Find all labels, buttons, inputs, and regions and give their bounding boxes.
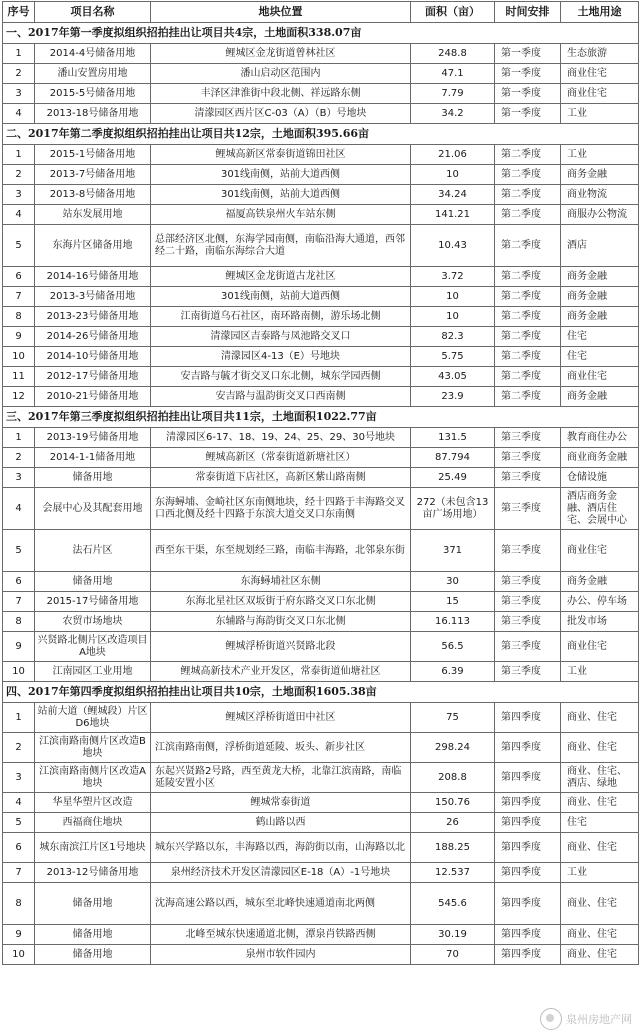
row-use: 办公、停车场 xyxy=(561,592,639,612)
row-area: 545.6 xyxy=(411,883,495,925)
row-use: 商务金融 xyxy=(561,165,639,185)
row-no: 3 xyxy=(3,185,35,205)
row-location: 清濛园区西片区C-03（A）（B）号地块 xyxy=(151,104,411,124)
row-location: 鹤山路以西 xyxy=(151,813,411,833)
row-area: 87.794 xyxy=(411,448,495,468)
row-use: 商业住宅 xyxy=(561,84,639,104)
row-use: 商业住宅 xyxy=(561,64,639,84)
row-name: 2015-1号储备用地 xyxy=(35,145,151,165)
row-no: 9 xyxy=(3,925,35,945)
row-area: 75 xyxy=(411,703,495,733)
section-header-1 xyxy=(3,23,639,44)
row-use: 住宅 xyxy=(561,347,639,367)
row-area: 10 xyxy=(411,165,495,185)
table-row xyxy=(3,763,639,793)
row-time: 第四季度 xyxy=(495,883,561,925)
row-area: 7.79 xyxy=(411,84,495,104)
row-no: 3 xyxy=(3,763,35,793)
row-use: 工业 xyxy=(561,662,639,682)
table-row xyxy=(3,530,639,572)
row-area: 188.25 xyxy=(411,833,495,863)
row-time: 第四季度 xyxy=(495,945,561,965)
section-header-3 xyxy=(3,407,639,428)
row-no: 1 xyxy=(3,428,35,448)
row-location: 福厦高铁泉州火车站东侧 xyxy=(151,205,411,225)
row-location: 鲤城浮桥街道兴贤路北段 xyxy=(151,632,411,662)
watermark-logo-icon xyxy=(540,1008,562,1030)
row-area: 15 xyxy=(411,592,495,612)
row-location: 泉州市软件园内 xyxy=(151,945,411,965)
row-name: 站前大道（鲤城段）片区D6地块 xyxy=(35,703,151,733)
row-time: 第二季度 xyxy=(495,267,561,287)
row-location: 东海蟳埔、金崎社区东南侧地块，经十四路于丰海路交叉口西北侧及经十四路于东滨大道交叉口东南侧 xyxy=(151,488,411,530)
table-body xyxy=(3,23,639,965)
row-name: 储备用地 xyxy=(35,925,151,945)
row-no: 4 xyxy=(3,793,35,813)
row-use: 商务金融 xyxy=(561,387,639,407)
table-row xyxy=(3,267,639,287)
header-use: 土地用途 xyxy=(561,2,639,23)
row-location: 鲤城高新区常泰街道锦田社区 xyxy=(151,145,411,165)
row-name: 2013-12号储备用地 xyxy=(35,863,151,883)
row-use: 商务金融 xyxy=(561,572,639,592)
row-location: 清濛园区4-13（E）号地块 xyxy=(151,347,411,367)
row-area: 12.537 xyxy=(411,863,495,883)
row-no: 8 xyxy=(3,883,35,925)
row-use: 商业、住宅 xyxy=(561,883,639,925)
row-name: 储备用地 xyxy=(35,468,151,488)
row-name: 东海片区储备用地 xyxy=(35,225,151,267)
section-title: 三、2017年第三季度拟组织招拍挂出让项目共11宗，土地面积1022.77亩 xyxy=(3,407,639,428)
row-use: 商业、住宅 xyxy=(561,945,639,965)
row-location: 鲤城常泰街道 xyxy=(151,793,411,813)
row-area: 34.24 xyxy=(411,185,495,205)
row-name: 兴贤路北侧片区改造项目A地块 xyxy=(35,632,151,662)
row-time: 第二季度 xyxy=(495,347,561,367)
row-area: 131.5 xyxy=(411,428,495,448)
row-name: 储备用地 xyxy=(35,572,151,592)
row-use: 批发市场 xyxy=(561,612,639,632)
row-location: 301线南侧，站前大道西侧 xyxy=(151,185,411,205)
row-time: 第四季度 xyxy=(495,733,561,763)
row-use: 商业商务金融 xyxy=(561,448,639,468)
row-use: 商业住宅 xyxy=(561,530,639,572)
header-time: 时间安排 xyxy=(495,2,561,23)
row-name: 2013-8号储备用地 xyxy=(35,185,151,205)
row-location: 丰泽区津淮街中段北侧、祥远路东侧 xyxy=(151,84,411,104)
row-location: 301线南侧，站前大道西侧 xyxy=(151,287,411,307)
row-location: 东起兴贤路2号路，西至黄龙大桥，北靠江滨南路，南临延陵安置小区 xyxy=(151,763,411,793)
row-use: 商业、住宅 xyxy=(561,925,639,945)
row-use: 商业住宅 xyxy=(561,367,639,387)
header-area: 面积（亩） xyxy=(411,2,495,23)
row-name: 2014-10号储备用地 xyxy=(35,347,151,367)
row-area: 56.5 xyxy=(411,632,495,662)
row-name: 2015-17号储备用地 xyxy=(35,592,151,612)
row-time: 第二季度 xyxy=(495,327,561,347)
row-no: 8 xyxy=(3,612,35,632)
row-time: 第三季度 xyxy=(495,468,561,488)
row-time: 第三季度 xyxy=(495,530,561,572)
table-row xyxy=(3,287,639,307)
section-header-2 xyxy=(3,124,639,145)
row-no: 7 xyxy=(3,863,35,883)
table-row xyxy=(3,327,639,347)
table-row xyxy=(3,662,639,682)
row-use: 商业、住宅 xyxy=(561,793,639,813)
row-use: 生态旅游 xyxy=(561,44,639,64)
row-time: 第二季度 xyxy=(495,165,561,185)
table-header-row xyxy=(3,2,639,23)
row-time: 第一季度 xyxy=(495,44,561,64)
row-area: 10 xyxy=(411,287,495,307)
row-time: 第三季度 xyxy=(495,448,561,468)
row-name: 2014-4号储备用地 xyxy=(35,44,151,64)
table-row xyxy=(3,347,639,367)
table-row xyxy=(3,793,639,813)
row-area: 298.24 xyxy=(411,733,495,763)
row-time: 第四季度 xyxy=(495,813,561,833)
row-no: 7 xyxy=(3,287,35,307)
row-time: 第四季度 xyxy=(495,925,561,945)
row-no: 12 xyxy=(3,387,35,407)
table-row xyxy=(3,612,639,632)
row-no: 11 xyxy=(3,367,35,387)
row-location: 安吉路与毓才街交叉口东北侧，城东学园西侧 xyxy=(151,367,411,387)
row-no: 1 xyxy=(3,703,35,733)
row-location: 东海蟳埔社区东侧 xyxy=(151,572,411,592)
row-no: 10 xyxy=(3,945,35,965)
row-location: 安吉路与温韵街交叉口西南侧 xyxy=(151,387,411,407)
row-time: 第三季度 xyxy=(495,612,561,632)
row-use: 商业、住宅 xyxy=(561,833,639,863)
table-row xyxy=(3,104,639,124)
section-title: 一、2017年第一季度拟组织招拍挂出让项目共4宗，土地面积338.07亩 xyxy=(3,23,639,44)
row-name: 2014-1-1储备用地 xyxy=(35,448,151,468)
row-use: 工业 xyxy=(561,145,639,165)
row-name: 西福商住地块 xyxy=(35,813,151,833)
table-row xyxy=(3,84,639,104)
row-name: 站东发展用地 xyxy=(35,205,151,225)
row-name: 2013-3号储备用地 xyxy=(35,287,151,307)
row-no: 10 xyxy=(3,662,35,682)
row-name: 城东南滨江片区1号地块 xyxy=(35,833,151,863)
table-row xyxy=(3,185,639,205)
row-area: 272（未包含13亩广场用地） xyxy=(411,488,495,530)
row-location: 江滨南路南侧，浮桥街道延陵、坂头、新步社区 xyxy=(151,733,411,763)
row-time: 第四季度 xyxy=(495,863,561,883)
table-row xyxy=(3,205,639,225)
row-location: 301线南侧，站前大道西侧 xyxy=(151,165,411,185)
header-name: 项目名称 xyxy=(35,2,151,23)
row-no: 6 xyxy=(3,572,35,592)
row-use: 教育商住办公 xyxy=(561,428,639,448)
row-time: 第一季度 xyxy=(495,64,561,84)
row-use: 商务金融 xyxy=(561,287,639,307)
row-location: 潘山启动区范围内 xyxy=(151,64,411,84)
row-no: 5 xyxy=(3,225,35,267)
row-name: 潘山安置房用地 xyxy=(35,64,151,84)
row-time: 第三季度 xyxy=(495,488,561,530)
watermark xyxy=(540,1008,632,1030)
row-name: 江南园区工业用地 xyxy=(35,662,151,682)
row-area: 16.113 xyxy=(411,612,495,632)
row-location: 北峰至城东快速通道北侧，潭泉肖铁路西侧 xyxy=(151,925,411,945)
row-area: 141.21 xyxy=(411,205,495,225)
row-no: 5 xyxy=(3,530,35,572)
row-use: 仓储设施 xyxy=(561,468,639,488)
row-time: 第三季度 xyxy=(495,662,561,682)
row-location: 常泰街道下店社区，高新区紫山路南侧 xyxy=(151,468,411,488)
section-title: 四、2017年第四季度拟组织招拍挂出让项目共10宗，土地面积1605.38亩 xyxy=(3,682,639,703)
row-location: 清濛园区吉泰路与凤池路交叉口 xyxy=(151,327,411,347)
row-no: 9 xyxy=(3,327,35,347)
row-no: 3 xyxy=(3,84,35,104)
row-area: 6.39 xyxy=(411,662,495,682)
row-name: 2013-23号储备用地 xyxy=(35,307,151,327)
table-row xyxy=(3,64,639,84)
row-location: 东辅路与海韵街交叉口东北侧 xyxy=(151,612,411,632)
row-use: 商务金融 xyxy=(561,267,639,287)
table-row xyxy=(3,945,639,965)
table-row xyxy=(3,833,639,863)
row-time: 第四季度 xyxy=(495,703,561,733)
table-row xyxy=(3,733,639,763)
row-time: 第四季度 xyxy=(495,793,561,813)
row-area: 47.1 xyxy=(411,64,495,84)
table-row xyxy=(3,428,639,448)
row-name: 农贸市场地块 xyxy=(35,612,151,632)
row-name: 法石片区 xyxy=(35,530,151,572)
table-row xyxy=(3,488,639,530)
row-name: 储备用地 xyxy=(35,883,151,925)
table-row xyxy=(3,703,639,733)
table-row xyxy=(3,44,639,64)
table-row xyxy=(3,632,639,662)
row-area: 21.06 xyxy=(411,145,495,165)
row-no: 1 xyxy=(3,145,35,165)
row-time: 第三季度 xyxy=(495,428,561,448)
section-header-4 xyxy=(3,682,639,703)
row-no: 6 xyxy=(3,833,35,863)
row-no: 9 xyxy=(3,632,35,662)
section-title: 二、2017年第二季度拟组织招拍挂出让项目共12宗，土地面积395.66亩 xyxy=(3,124,639,145)
row-use: 工业 xyxy=(561,863,639,883)
row-no: 1 xyxy=(3,44,35,64)
row-use: 商业物流 xyxy=(561,185,639,205)
row-use: 商业住宅 xyxy=(561,632,639,662)
row-name: 2013-19号储备用地 xyxy=(35,428,151,448)
row-name: 储备用地 xyxy=(35,945,151,965)
row-area: 150.76 xyxy=(411,793,495,813)
row-time: 第二季度 xyxy=(495,145,561,165)
row-name: 2012-17号储备用地 xyxy=(35,367,151,387)
row-time: 第二季度 xyxy=(495,387,561,407)
row-location: 总部经济区北侧，东海学园南侧，南临沿海大通道，西邻经二十路，南临东海综合大道 xyxy=(151,225,411,267)
row-time: 第四季度 xyxy=(495,763,561,793)
watermark-text: 泉州房地产网 xyxy=(566,1013,632,1026)
row-no: 2 xyxy=(3,733,35,763)
row-location: 西至东干渠，东至规划经三路，南临丰海路，北邻泉东街 xyxy=(151,530,411,572)
row-area: 248.8 xyxy=(411,44,495,64)
row-no: 7 xyxy=(3,592,35,612)
row-area: 5.75 xyxy=(411,347,495,367)
row-location: 鲤城区金龙街道古龙社区 xyxy=(151,267,411,287)
row-time: 第四季度 xyxy=(495,833,561,863)
table-row xyxy=(3,225,639,267)
row-area: 30.19 xyxy=(411,925,495,945)
row-area: 208.8 xyxy=(411,763,495,793)
row-location: 泉州经济技术开发区清濛园区E-18（A）-1号地块 xyxy=(151,863,411,883)
row-no: 10 xyxy=(3,347,35,367)
table-row xyxy=(3,592,639,612)
row-name: 2014-16号储备用地 xyxy=(35,267,151,287)
table-row xyxy=(3,863,639,883)
row-area: 371 xyxy=(411,530,495,572)
table-row xyxy=(3,145,639,165)
row-time: 第三季度 xyxy=(495,632,561,662)
table-row xyxy=(3,813,639,833)
row-no: 8 xyxy=(3,307,35,327)
row-area: 70 xyxy=(411,945,495,965)
row-name: 2015-5号储备用地 xyxy=(35,84,151,104)
row-no: 6 xyxy=(3,267,35,287)
row-area: 10 xyxy=(411,307,495,327)
row-use: 商服办公物流 xyxy=(561,205,639,225)
row-name: 会展中心及其配套用地 xyxy=(35,488,151,530)
table-row xyxy=(3,572,639,592)
row-location: 鲤城高新技术产业开发区，常泰街道仙塘社区 xyxy=(151,662,411,682)
land-transfer-table xyxy=(2,1,639,965)
row-time: 第一季度 xyxy=(495,84,561,104)
row-area: 25.49 xyxy=(411,468,495,488)
row-location: 江南街道乌石社区，南环路南侧，游乐场北侧 xyxy=(151,307,411,327)
row-time: 第三季度 xyxy=(495,592,561,612)
row-time: 第一季度 xyxy=(495,104,561,124)
row-no: 5 xyxy=(3,813,35,833)
row-use: 商务金融 xyxy=(561,307,639,327)
row-area: 26 xyxy=(411,813,495,833)
table-row xyxy=(3,925,639,945)
row-name: 2014-26号储备用地 xyxy=(35,327,151,347)
table-row xyxy=(3,307,639,327)
row-location: 城东兴学路以东，丰海路以西，海韵街以南，山海路以北 xyxy=(151,833,411,863)
row-time: 第二季度 xyxy=(495,287,561,307)
row-use: 商业、住宅、酒店、绿地 xyxy=(561,763,639,793)
table-row xyxy=(3,165,639,185)
row-time: 第二季度 xyxy=(495,225,561,267)
row-location: 清濛园区6-17、18、19、24、25、29、30号地块 xyxy=(151,428,411,448)
row-name: 2010-21号储备用地 xyxy=(35,387,151,407)
row-use: 住宅 xyxy=(561,327,639,347)
row-location: 东海北星社区双坂街于府东路交叉口东北侧 xyxy=(151,592,411,612)
row-use: 酒店 xyxy=(561,225,639,267)
row-area: 34.2 xyxy=(411,104,495,124)
table-row xyxy=(3,387,639,407)
row-no: 4 xyxy=(3,104,35,124)
table-row xyxy=(3,883,639,925)
row-time: 第二季度 xyxy=(495,367,561,387)
row-area: 43.05 xyxy=(411,367,495,387)
row-location: 鲤城区金龙街道曾林社区 xyxy=(151,44,411,64)
row-no: 4 xyxy=(3,488,35,530)
row-area: 10.43 xyxy=(411,225,495,267)
row-time: 第二季度 xyxy=(495,205,561,225)
row-no: 2 xyxy=(3,448,35,468)
row-time: 第二季度 xyxy=(495,307,561,327)
row-name: 江滨南路南侧片区改造B地块 xyxy=(35,733,151,763)
row-location: 鲤城高新区（常泰街道新塘社区） xyxy=(151,448,411,468)
row-no: 2 xyxy=(3,165,35,185)
row-name: 江滨南路南侧片区改造A地块 xyxy=(35,763,151,793)
table-row xyxy=(3,448,639,468)
row-area: 82.3 xyxy=(411,327,495,347)
row-name: 华星华塑片区改造 xyxy=(35,793,151,813)
row-area: 23.9 xyxy=(411,387,495,407)
header-no: 序号 xyxy=(3,2,35,23)
row-time: 第三季度 xyxy=(495,572,561,592)
row-location: 鲤城区浮桥街道田中社区 xyxy=(151,703,411,733)
row-name: 2013-7号储备用地 xyxy=(35,165,151,185)
table-row xyxy=(3,468,639,488)
row-name: 2013-18号储备用地 xyxy=(35,104,151,124)
table-row xyxy=(3,367,639,387)
header-location: 地块位置 xyxy=(151,2,411,23)
row-no: 4 xyxy=(3,205,35,225)
row-area: 3.72 xyxy=(411,267,495,287)
row-use: 工业 xyxy=(561,104,639,124)
row-time: 第二季度 xyxy=(495,185,561,205)
row-no: 3 xyxy=(3,468,35,488)
row-use: 酒店商务金融、酒店住宅、会展中心 xyxy=(561,488,639,530)
row-use: 住宅 xyxy=(561,813,639,833)
row-use: 商业、住宅 xyxy=(561,703,639,733)
row-no: 2 xyxy=(3,64,35,84)
row-location: 沈海高速公路以西，城东至北峰快速通道南北两侧 xyxy=(151,883,411,925)
row-area: 30 xyxy=(411,572,495,592)
row-use: 商业、住宅 xyxy=(561,733,639,763)
